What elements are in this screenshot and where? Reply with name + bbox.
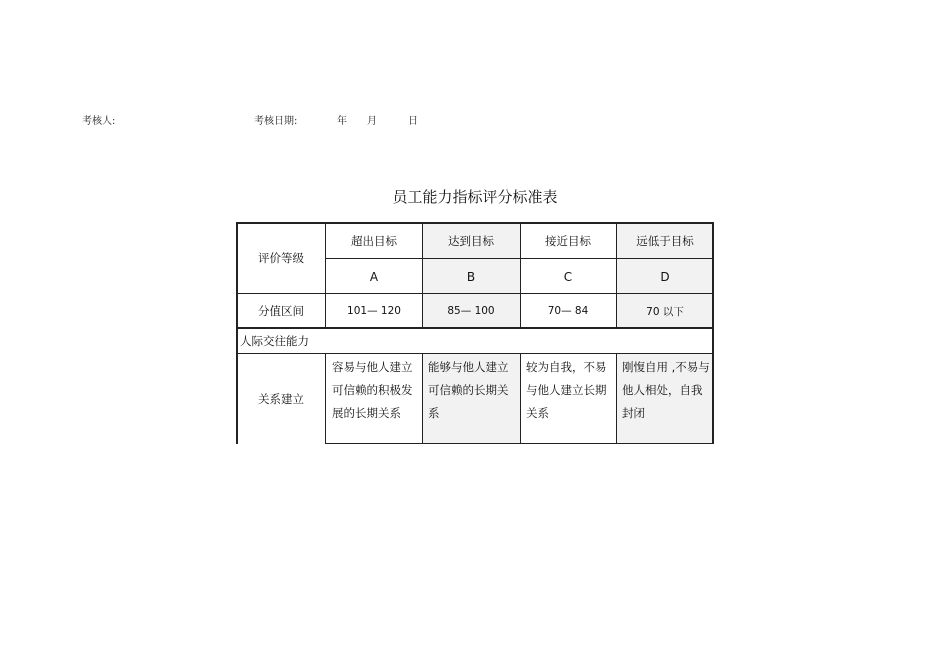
row-label: 关系建立 xyxy=(258,392,304,406)
year-label: 年 xyxy=(337,116,347,127)
description-a: 容易与他人建立可信赖的积极发展的长期关系 xyxy=(332,360,413,420)
level-code: C xyxy=(563,269,573,284)
level-code: B xyxy=(466,269,476,284)
score-range: 70 以下 xyxy=(646,305,684,318)
range-label: 分值区间 xyxy=(258,304,304,318)
description-c: 较为自我，不易与他人建立长期关系 xyxy=(526,360,607,420)
level-header: 接近目标 xyxy=(545,233,591,248)
score-range: 85— 100 xyxy=(447,305,495,317)
grid-line xyxy=(325,222,326,328)
description-b: 能够与他人建立可信赖的长期关系 xyxy=(428,360,509,420)
score-range: 70— 84 xyxy=(547,305,589,317)
level-header: 达到目标 xyxy=(448,233,494,248)
grid-line xyxy=(236,353,714,354)
grid-line xyxy=(616,354,617,444)
grid-line xyxy=(520,222,521,328)
table-border-right xyxy=(712,222,714,444)
description-d: 刚愎自用 ,不易与他人相处，自我封闭 xyxy=(622,360,710,420)
scoring-table xyxy=(236,222,714,444)
day-label: 日 xyxy=(408,116,418,127)
grade-label: 评价等级 xyxy=(258,251,304,265)
table-border-left xyxy=(236,222,238,444)
review-date-label: 考核日期: xyxy=(254,116,298,127)
section-header: 人际交往能力 xyxy=(240,334,309,348)
table-border-top xyxy=(236,222,714,224)
grid-line xyxy=(422,354,423,444)
level-code: D xyxy=(660,269,670,284)
grid-line xyxy=(325,354,326,444)
level-code: A xyxy=(369,269,379,284)
reviewer-label: 考核人: xyxy=(82,116,116,127)
level-header: 远低于目标 xyxy=(636,233,694,248)
grid-line xyxy=(616,222,617,328)
grid-line xyxy=(236,327,714,329)
month-label: 月 xyxy=(367,116,377,127)
grid-line xyxy=(422,222,423,328)
level-header: 超出目标 xyxy=(351,233,397,248)
score-range: 101— 120 xyxy=(347,305,401,317)
grid-line xyxy=(236,293,714,294)
grid-line xyxy=(520,354,521,444)
page-title: 员工能力指标评分标准表 xyxy=(392,188,558,206)
